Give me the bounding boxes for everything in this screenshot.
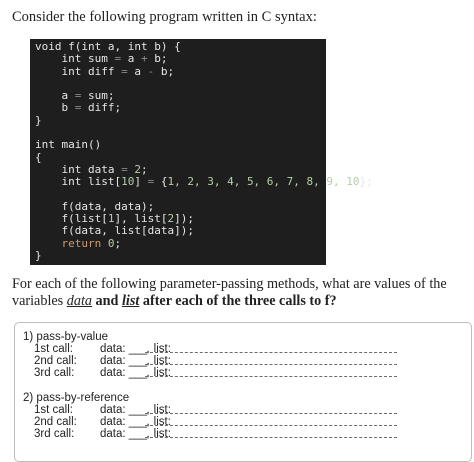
- code-line: f(data, list[data]);: [35, 224, 194, 238]
- code-line: }: [35, 249, 42, 263]
- answer-row: 1st call: data: ___, list:: [23, 343, 463, 355]
- list-blank[interactable]: [145, 352, 397, 353]
- list-label: list:: [153, 343, 171, 355]
- data-label: data:: [100, 343, 126, 355]
- list-blank[interactable]: [145, 413, 397, 414]
- list-blank[interactable]: [145, 425, 397, 426]
- data-label: data:: [100, 355, 126, 367]
- code-line: a = sum;: [35, 89, 115, 103]
- code-block: [30, 39, 373, 265]
- answer-row: 3rd call: data: ___, list:: [23, 428, 463, 440]
- call-label: 2nd call:: [34, 416, 77, 428]
- answer-row: 1st call: data: ___, list:: [23, 404, 463, 416]
- data-label: data:: [100, 404, 126, 416]
- data-blank[interactable]: ___: [128, 355, 147, 367]
- list-blank[interactable]: [145, 437, 397, 438]
- answer-row: 3rd call: data: ___, list:: [23, 367, 463, 379]
- data-blank[interactable]: ___: [128, 404, 147, 416]
- code-line: b = diff;: [35, 101, 122, 115]
- code-line: int main(): [35, 138, 102, 152]
- pass-by-value-section: [23, 331, 463, 379]
- pass-by-reference-section: [23, 392, 463, 440]
- answer-row: 2nd call: data: ___, list:: [23, 355, 463, 367]
- answer-row: 2nd call: data: ___, list:: [23, 416, 463, 428]
- data-blank[interactable]: ___: [128, 416, 147, 428]
- list-label: list:: [153, 355, 171, 367]
- data-label: data:: [100, 428, 126, 440]
- code-line: f(data, data);: [35, 199, 155, 213]
- call-label: 3rd call:: [34, 367, 75, 379]
- code-line: int diff = a - b;: [35, 64, 175, 78]
- call-label: 1st call:: [34, 404, 73, 416]
- call-label: 3rd call:: [34, 428, 75, 440]
- section-heading: 2) pass-by-reference: [23, 392, 130, 404]
- list-blank[interactable]: [145, 364, 397, 365]
- list-label: list:: [153, 404, 171, 416]
- section-heading: 1) pass-by-value: [23, 331, 109, 343]
- code-line: void f(int a, int b) {: [35, 40, 181, 53]
- data-label: data:: [100, 367, 126, 379]
- data-blank[interactable]: ___: [128, 367, 147, 379]
- data-blank[interactable]: ___: [128, 343, 147, 355]
- list-label: list:: [153, 416, 171, 428]
- code-line: }: [35, 113, 42, 127]
- code-line: return 0;: [35, 236, 122, 250]
- code-line: int sum = a + b;: [35, 52, 168, 66]
- call-label: 2nd call:: [34, 355, 77, 367]
- list-label: list:: [153, 367, 171, 379]
- code-line: f(list[1], list[2]);: [35, 212, 194, 226]
- answer-box: [14, 322, 472, 462]
- question-intro: Consider the following program written in C syntax:: [12, 9, 317, 25]
- data-label: data:: [100, 416, 126, 428]
- code-line: int list[10] = {1, 2, 3, 4, 5, 6, 7, 8, 9, 10};: [35, 175, 373, 189]
- list-label: list:: [153, 428, 171, 440]
- call-label: 1st call:: [34, 343, 73, 355]
- list-blank[interactable]: [145, 376, 397, 377]
- question-text: For each of the following parameter-passing methods, what are values of the variables data and list after each of the three calls to f?: [12, 276, 447, 309]
- code-line: {: [35, 150, 42, 164]
- data-blank[interactable]: ___: [128, 428, 147, 440]
- code-line-blank: [35, 189, 326, 201]
- code-line: int data = 2;: [35, 162, 148, 176]
